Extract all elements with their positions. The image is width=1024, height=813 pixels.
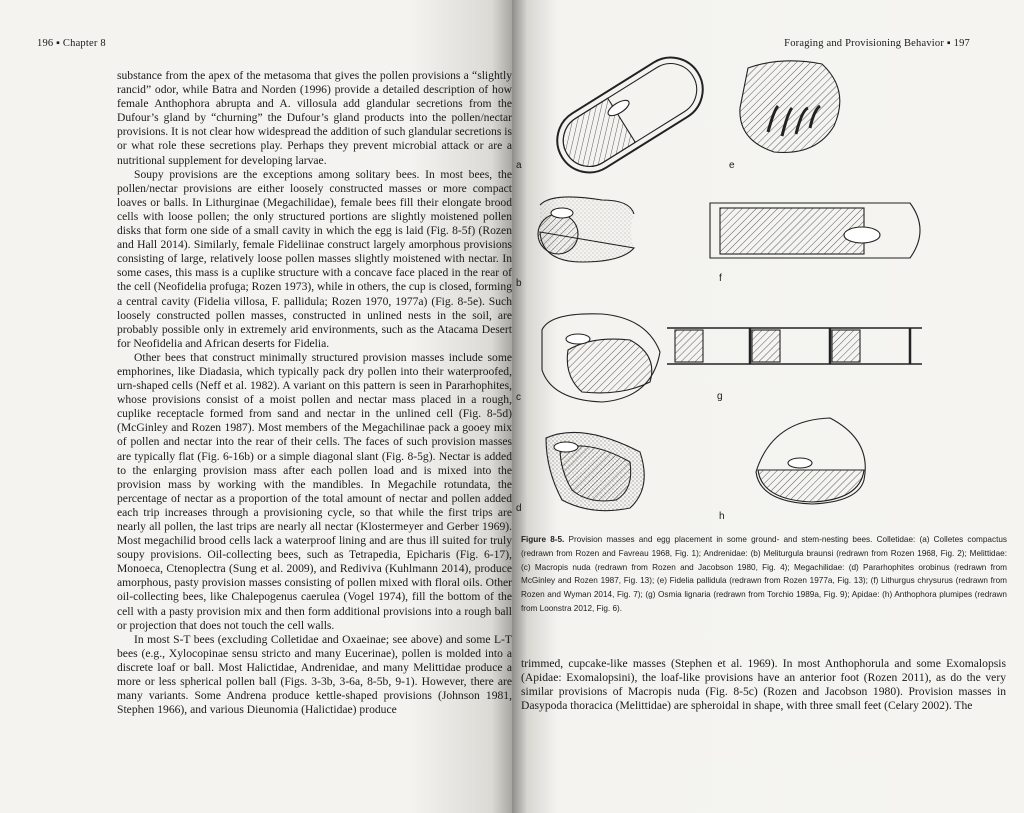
paragraph: substance from the apex of the metasoma that gives the pollen provisions a “slightly rancid” odor, while Batra and Norden (1996) provide a detailed description of how female Anthophora abrupta and A. villosula add glandular secretions from the Dufour’s gland by “churning” the Dufour’s gland products into the pollen/nectar provisions. It is not clear how widespread the addition of such glandular secretions is or what role these secretions play. Perhaps they prevent microbial attack or are a nutritional supplement for developing larvae. (117, 69, 512, 167)
paragraph: Soupy provisions are the exceptions among solitary bees. In most bees, the pollen/nectar provisions are either loosely constructed masses or more compact loaves or balls. In Lithurginae (Megachilidae), female bees fill their elongate brood cells with loose pollen; the only structured portions are slightly moistened pollen disks that form one side of a small cavity in which the egg is laid (Fig. 8-5f) (Rozen and Hall 2014). Similarly, female Fideliinae construct largely amorphous provisions consisting of large, relatively loose pollen masses slightly moistened with nectar. In some cases, this mass is a cuplike structure with a concave face placed in the rear of the cell (Neofidelia profuga; Rozen 1973), while in others, the cup is closed, forming a central cavity (Fidelia villosa, F. pallidula; Rozen 1970, 1977a) (Fig. 8-5e). Such loosely constructed pollen masses, constructed in unlined nests in the soil, are probably possible only in extremely arid environments, such as the Atacama Desert for Neofidelia and African deserts for Fidelia. (117, 167, 512, 350)
figure-panel-e (740, 61, 840, 153)
figure-label-c: c (516, 392, 521, 403)
figure-label-a: a (516, 160, 522, 171)
left-body-text (117, 69, 512, 717)
figure-panel-d (546, 432, 644, 510)
figure-panel-b (538, 197, 634, 262)
figure-label-h: h (719, 511, 725, 522)
paragraph: Other bees that construct minimally structured provision masses include some emphorines, like Diadasia, which typically pack dry pollen into their waterproofed, urn-shaped cells (Neff et al. 1982). A variant on this pattern is seen in Pararhophites, whose provisions consist of a moist pollen and nectar mass placed in a rough, cuplike receptacle formed from sand and nectar in the unlined cell (Fig. 8-5d) (McGinley and Rozen 1987). Most members of the Megachilinae pack a gooey mix of pollen and nectar into the rear of their cells. The faces of such provision masses are typically flat (Fig. 6-16b) or a simple diagonal slant (Fig. 8-5g). Nectar is added to the enlarging provision mass after each pollen load and is mixed into the provision mass by working with the mandibles. In Megachile rotundata, the percentage of nectar as a proportion of the total amount of nectar and pollen added each trip increases through a provisioning cycle, so that while the first trips are nearly all pollen, the last trips are nearly all nectar (Klostermeyer and Gerber 1969). Most megachilid brood cells lack a waterproof lining and are thus ill suited for truly soupy provisions. Oil-collecting bees, such as Tetrapedia, Epicharis (Fig. 6-17), Monoeca, Ctenoplectra (Sung et al. 2009), and Rediviva (Kuhlmann 2014), produce amorphous, pasty provision masses consisting of pollen mixed with floral oils. Other oil-collecting bees, like Chalepogenus caerulea (Vogel 1974), fill the bottom of the cell with a pasty provision mix and then form additional provisions into a rough ball or projection that does not touch the cell walls. (117, 350, 512, 632)
figure-panel-f (710, 203, 920, 258)
right-body-text (521, 657, 1006, 713)
figure-label-e: e (729, 160, 735, 171)
figure-label-b: b (516, 278, 522, 289)
right-page (512, 0, 1024, 813)
figure-panel-h (756, 418, 865, 504)
running-head-right: Foraging and Provisioning Behavior ▪ 197 (784, 38, 970, 49)
paragraph: In most S-T bees (excluding Colletidae and Oxaeinae; see above) and some L-T bees (e.g., Xylocopinae sensu stricto and many Eucerinae), pollen is molded into a discrete loaf or ball. Most Halictidae, Andrenidae, and many Melittidae produce a more or less spherical pollen ball (Figs. 3-3b, 3-6a, 8-5b, 9-1). However, there are many variants. Some Andrena produce kettle-shaped provisions (Johnson 1981, Stephen 1966), and various Dieunomia (Halictidae) produce (117, 632, 512, 717)
figure-8-5 (512, 0, 1024, 540)
figure-label-g: g (717, 391, 723, 402)
figure-caption-text: Provision masses and egg placement in some ground- and stem-nesting bees. Colletidae: (a) Colletes compactus (redrawn from Rozen and Favreau 1968, Fig. 1); Andrenidae: (b) Meliturgula braunsi (redrawn from Rozen 1968, Fig. 2); Melittidae: (c) Macropis nuda (redrawn from Rozen and Jacobson 1980, Fig. 4); Megachilidae: (d) Pararhophites orobinus (redrawn from McGinley and Rozen 1987, Fig. 13); (e) Fidelia pallidula (redrawn from Rozen 1977a, Fig. 13); (f) Lithurgus chrysurus (redrawn from Rozen and Wyman 2014, Fig. 7); (g) Osmia lignaria (redrawn from Torchio 1989a, Fig. 9); Apidae: (h) Anthophora plumipes (redrawn from Loonstra 2012, Fig. 6). (521, 535, 1007, 613)
figure-panel-g (667, 328, 922, 364)
figure-number: Figure 8-5. (521, 535, 565, 544)
figure-panel-c (542, 314, 660, 402)
running-head-left: 196 ▪ Chapter 8 (37, 38, 106, 49)
figure-panel-a (545, 45, 715, 184)
paragraph: trimmed, cupcake-like masses (Stephen et al. 1969). In most Anthophorula and some Exomalopsis (Apidae: Exomalopsini), the loaf-like provisions have an anterior foot (Rozen 2011), as do the very similar provisions of Macropis nuda (Fig. 8-5c) (Rozen and Jacobson 1980). Provision masses in Dasypoda thoracica (Melittidae) are spheroidal in shape, with three small feet (Celary 2002). The (521, 657, 1006, 713)
figure-label-f: f (719, 273, 722, 284)
figure-label-d: d (516, 503, 522, 514)
figure-caption (521, 533, 1007, 616)
